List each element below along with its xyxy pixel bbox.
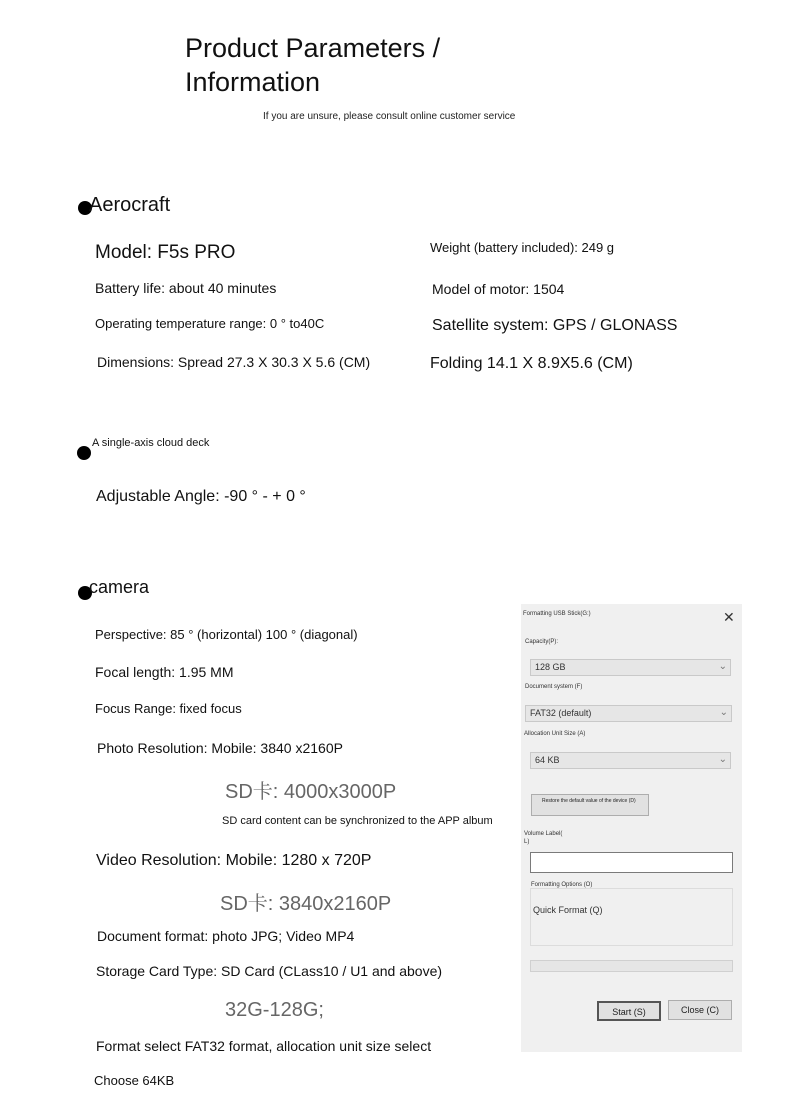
page-title: Product Parameters / Information [185, 33, 441, 97]
volume-label-input[interactable] [530, 852, 733, 873]
video-resolution-text: Video Resolution: Mobile: 1280 x 720P [96, 852, 372, 869]
motor-text: Model of motor: 1504 [432, 281, 565, 297]
video-sd-text: SD卡: 3840x2160P [220, 893, 392, 915]
format-dialog [521, 604, 742, 1052]
angle-text: Adjustable Angle: -90 ° - + 0 ° [96, 488, 306, 505]
bullet-icon [77, 446, 91, 460]
allocation-value: 64 KB [535, 755, 560, 765]
focus-text: Focus Range: fixed focus [95, 701, 242, 716]
satellite-text: Satellite system: GPS / GLONASS [432, 317, 678, 334]
chevron-down-icon: ⌄ [718, 661, 727, 672]
camera-heading: camera [89, 577, 150, 597]
volume-label: Volume Label( L) [524, 831, 563, 845]
photo-resolution-text: Photo Resolution: Mobile: 3840 x2160P [97, 740, 343, 756]
allocation-select[interactable] [530, 752, 731, 769]
chevron-down-icon: ⌄ [718, 754, 727, 765]
focal-text: Focal length: 1.95 MM [95, 664, 234, 680]
gimbal-heading: A single-axis cloud deck [92, 437, 210, 449]
restore-defaults-button[interactable]: Restore the default value of the device (D) [531, 794, 649, 816]
sync-text: SD card content can be synchronized to the APP album [222, 815, 493, 827]
capacity-value: 128 GB [535, 662, 566, 672]
folding-text: Folding 14.1 X 8.9X5.6 (CM) [430, 355, 633, 372]
storage-text: Storage Card Type: SD Card (CLass10 / U1 and above) [96, 963, 443, 979]
document-format-text: Document format: photo JPG; Video MP4 [97, 928, 355, 944]
weight-text: Weight (battery included): 249 g [430, 240, 615, 255]
capacity-select[interactable] [530, 659, 731, 676]
chevron-down-icon: ⌄ [719, 707, 728, 718]
start-button[interactable]: Start (S) [597, 1001, 661, 1021]
capacity-label: Capacity(P): [525, 639, 559, 645]
dialog-title: Formatting USB Stick(G:) [523, 611, 591, 617]
model-text: Model: F5s PRO [95, 242, 236, 263]
aerocraft-heading: Aerocraft [89, 194, 171, 216]
filesystem-value: FAT32 (default) [530, 708, 592, 718]
format-select-text: Format select FAT32 format, allocation unit size select [96, 1038, 432, 1054]
format-options-group [530, 888, 733, 946]
filesystem-label: Document system (F) [525, 684, 583, 690]
options-label: Formatting Options (O) [531, 882, 593, 888]
perspective-text: Perspective: 85 ° (horizontal) 100 ° (diagonal) [95, 627, 358, 642]
choose-text: Choose 64KB [94, 1073, 175, 1088]
close-icon[interactable]: ✕ [723, 609, 735, 625]
temperature-text: Operating temperature range: 0 ° to40C [95, 316, 325, 331]
format-progress-bar [530, 960, 733, 972]
dimensions-text: Dimensions: Spread 27.3 X 30.3 X 5.6 (CM) [97, 354, 371, 370]
allocation-label: Allocation Unit Size (A) [524, 731, 586, 737]
quick-format-option[interactable]: Quick Format (Q) [533, 905, 603, 915]
page-subtitle: If you are unsure, please consult online customer service [263, 111, 516, 122]
capacity-range-text: 32G-128G; [225, 999, 324, 1021]
filesystem-select[interactable] [525, 705, 732, 722]
battery-text: Battery life: about 40 minutes [95, 280, 277, 296]
photo-sd-text: SD卡: 4000x3000P [225, 781, 397, 803]
close-button[interactable]: Close (C) [668, 1000, 732, 1020]
